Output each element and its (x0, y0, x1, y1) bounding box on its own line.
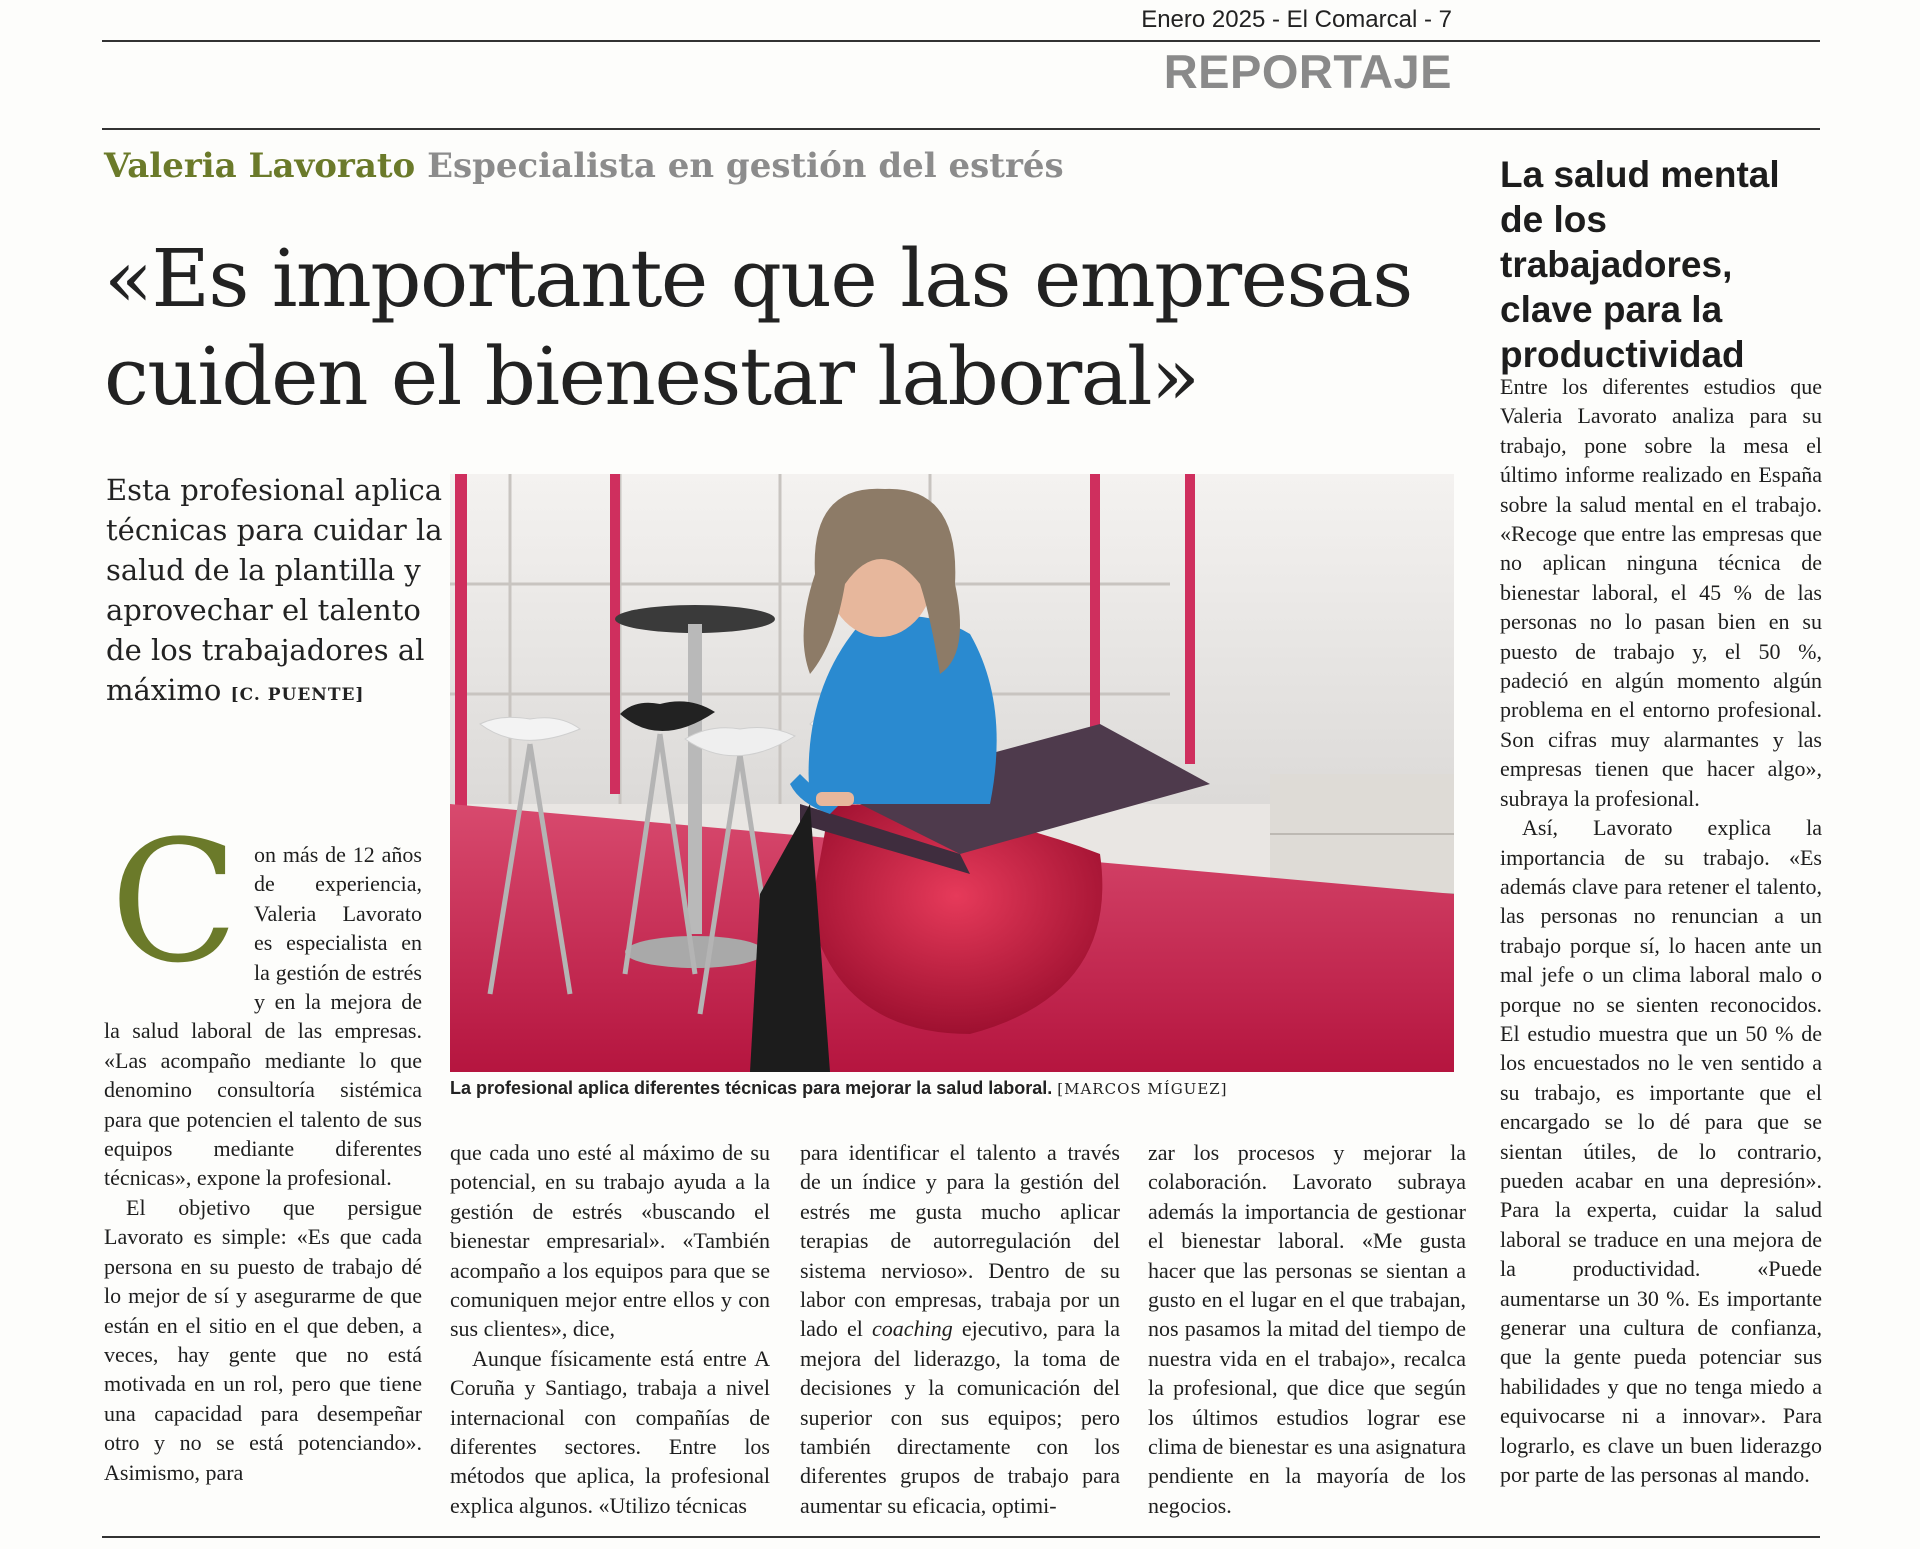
article-photo (450, 474, 1454, 1072)
sidebar-body (1500, 372, 1822, 1489)
body-text: para identificar el talento a través de un índice y para la gestión del estrés me gusta mucho aplicar terapias de autorregulación del sistema nervioso». Dentro de su labor con empresas, trabaja por un lado el (800, 1140, 1120, 1342)
standfirst-text: Esta profesional aplica técnicas para cuidar la salud de la plantilla y aprovechar el talento de los trabajadores al máximo (106, 473, 443, 707)
bottom-rule (102, 1536, 1820, 1538)
sidebar-title: La salud mental de los trabajadores, clave para la productividad (1500, 154, 1780, 375)
headline: «Es importante que las empresas cuiden el bienestar laboral» (104, 232, 1412, 423)
section-label: REPORTAJE (1163, 45, 1452, 98)
body-emphasis: coaching (872, 1316, 953, 1342)
drop-cap: C (110, 804, 239, 1000)
body-paragraph (800, 1138, 1120, 1520)
body-column-2 (450, 1138, 770, 1520)
drop-cap-spacer (104, 840, 254, 1016)
caption-text: La profesional aplica diferentes técnicas para mejorar la salud laboral. (450, 1078, 1053, 1098)
body-paragraph: El objetivo que persigue Lavorato es simple: «Es que cada persona en su puesto de trabajo dé lo mejor de sí y asegurarme de que están en el sitio en el que deben, a veces, hay gente que no está motivada en un rol, pero que tiene una capacidad para desempeñar otro y no se está potenciando». Asimismo, para (104, 1194, 422, 1485)
kicker (104, 146, 1064, 186)
sidebar-paragraph: Así, Lavorato explica la importancia de su trabajo. «Es además clave para retener el talento, las personas no renuncian a un trabajo porque sí, lo hacen ante un mal jefe o un clima laboral malo o porque no se sienten reconocidos. El estudio muestra que un 50 % de los encuestados no le ven sentido a su trabajo, es importante que el encargado se lo dé para que se sientan útiles, de lo contrario, pueden acabar en una depresión». Para la experta, cuidar la salud laboral se traduce en una mejora de la productividad. «Puede aumentarse un 30 %. Es importante generar una cultura de confianza, que la gente pueda potenciar sus habilidades y que no tenga miedo a equivocarse ni a innovar». Para lograrlo, es clave un buen liderazgo por parte de las personas al mando. (1500, 815, 1822, 1488)
photo-caption (450, 1078, 1454, 1099)
body-column-3 (800, 1138, 1120, 1520)
kicker-name: Valeria Lavorato (104, 146, 416, 186)
body-paragraph: zar los procesos y mejorar la colaboración. Lavorato subraya además la importancia de gestionar el bienestar laboral. «Me gusta hacer que las personas se sientan a gusto en el lugar en el que trabajan, nos pasamos la mitad del tiempo de nuestra vida en el trabajo», recalca la profesional, que dice que según los últimos estudios lograr ese clima de bienestar es una asignatura pendiente en la mayoría de los negocios. (1148, 1140, 1466, 1518)
body-paragraph: on más de 12 años de experiencia, Valeria Lavorato es especialista en la gestión de estrés y en la mejora de la salud laboral de las empresas. «Las acompaño mediante lo que denomino consultoría sistémica para que potencien el talento de sus equipos mediante diferentes técnicas», expone la profesional. (104, 842, 422, 1191)
body-paragraph: Aunque físicamente está entre A Coruña y Santiago, trabaja a nivel internacional con compañías de diferentes sectores. Entre los métodos que aplica, la profesional explica algunos. «Utilizo técnicas (450, 1345, 770, 1518)
body-paragraph: que cada uno esté al máximo de su potencial, en su trabajo ayuda a la gestión de estrés «buscando el bienestar empresarial». «También acompaño a los equipos para que se comuniquen mejor entre ellos y con sus clientes», dice, (450, 1140, 770, 1342)
body-column-1 (104, 840, 422, 1487)
kicker-role: Especialista en gestión del estrés (427, 146, 1064, 186)
top-rule (102, 40, 1820, 42)
caption-credit: [MARCOS MÍGUEZ] (1057, 1080, 1228, 1098)
section-rule (102, 128, 1820, 130)
body-column-4 (1148, 1138, 1466, 1520)
standfirst (106, 470, 446, 715)
page-folio: Enero 2025 - El Comarcal - 7 (1141, 6, 1452, 33)
office-scene-illustration (450, 474, 1454, 1072)
body-text: ejecutivo, para la mejora del liderazgo, la toma de decisiones y la comunicación del superior con sus equipos; pero también directamente con los diferentes grupos de trabajo para aumentar su eficacia, optimi- (800, 1316, 1120, 1518)
sidebar-paragraph: Entre los diferentes estudios que Valeria Lavorato analiza para su trabajo, pone sobre la mesa el último informe realizado en España sobre la salud mental en el trabajo. «Recoge que entre las empresas que no aplican ninguna técnica de bienestar laboral, el 45 % de las personas no lo pasan bien en su puesto de trabajo y, el 50 %, padeció en algún momento algún problema en el entorno profesional. Son cifras muy alarmantes y las empresas tienen que hacer algo», subraya la profesional. (1500, 374, 1822, 811)
standfirst-credit: [C. PUENTE] (230, 685, 365, 705)
